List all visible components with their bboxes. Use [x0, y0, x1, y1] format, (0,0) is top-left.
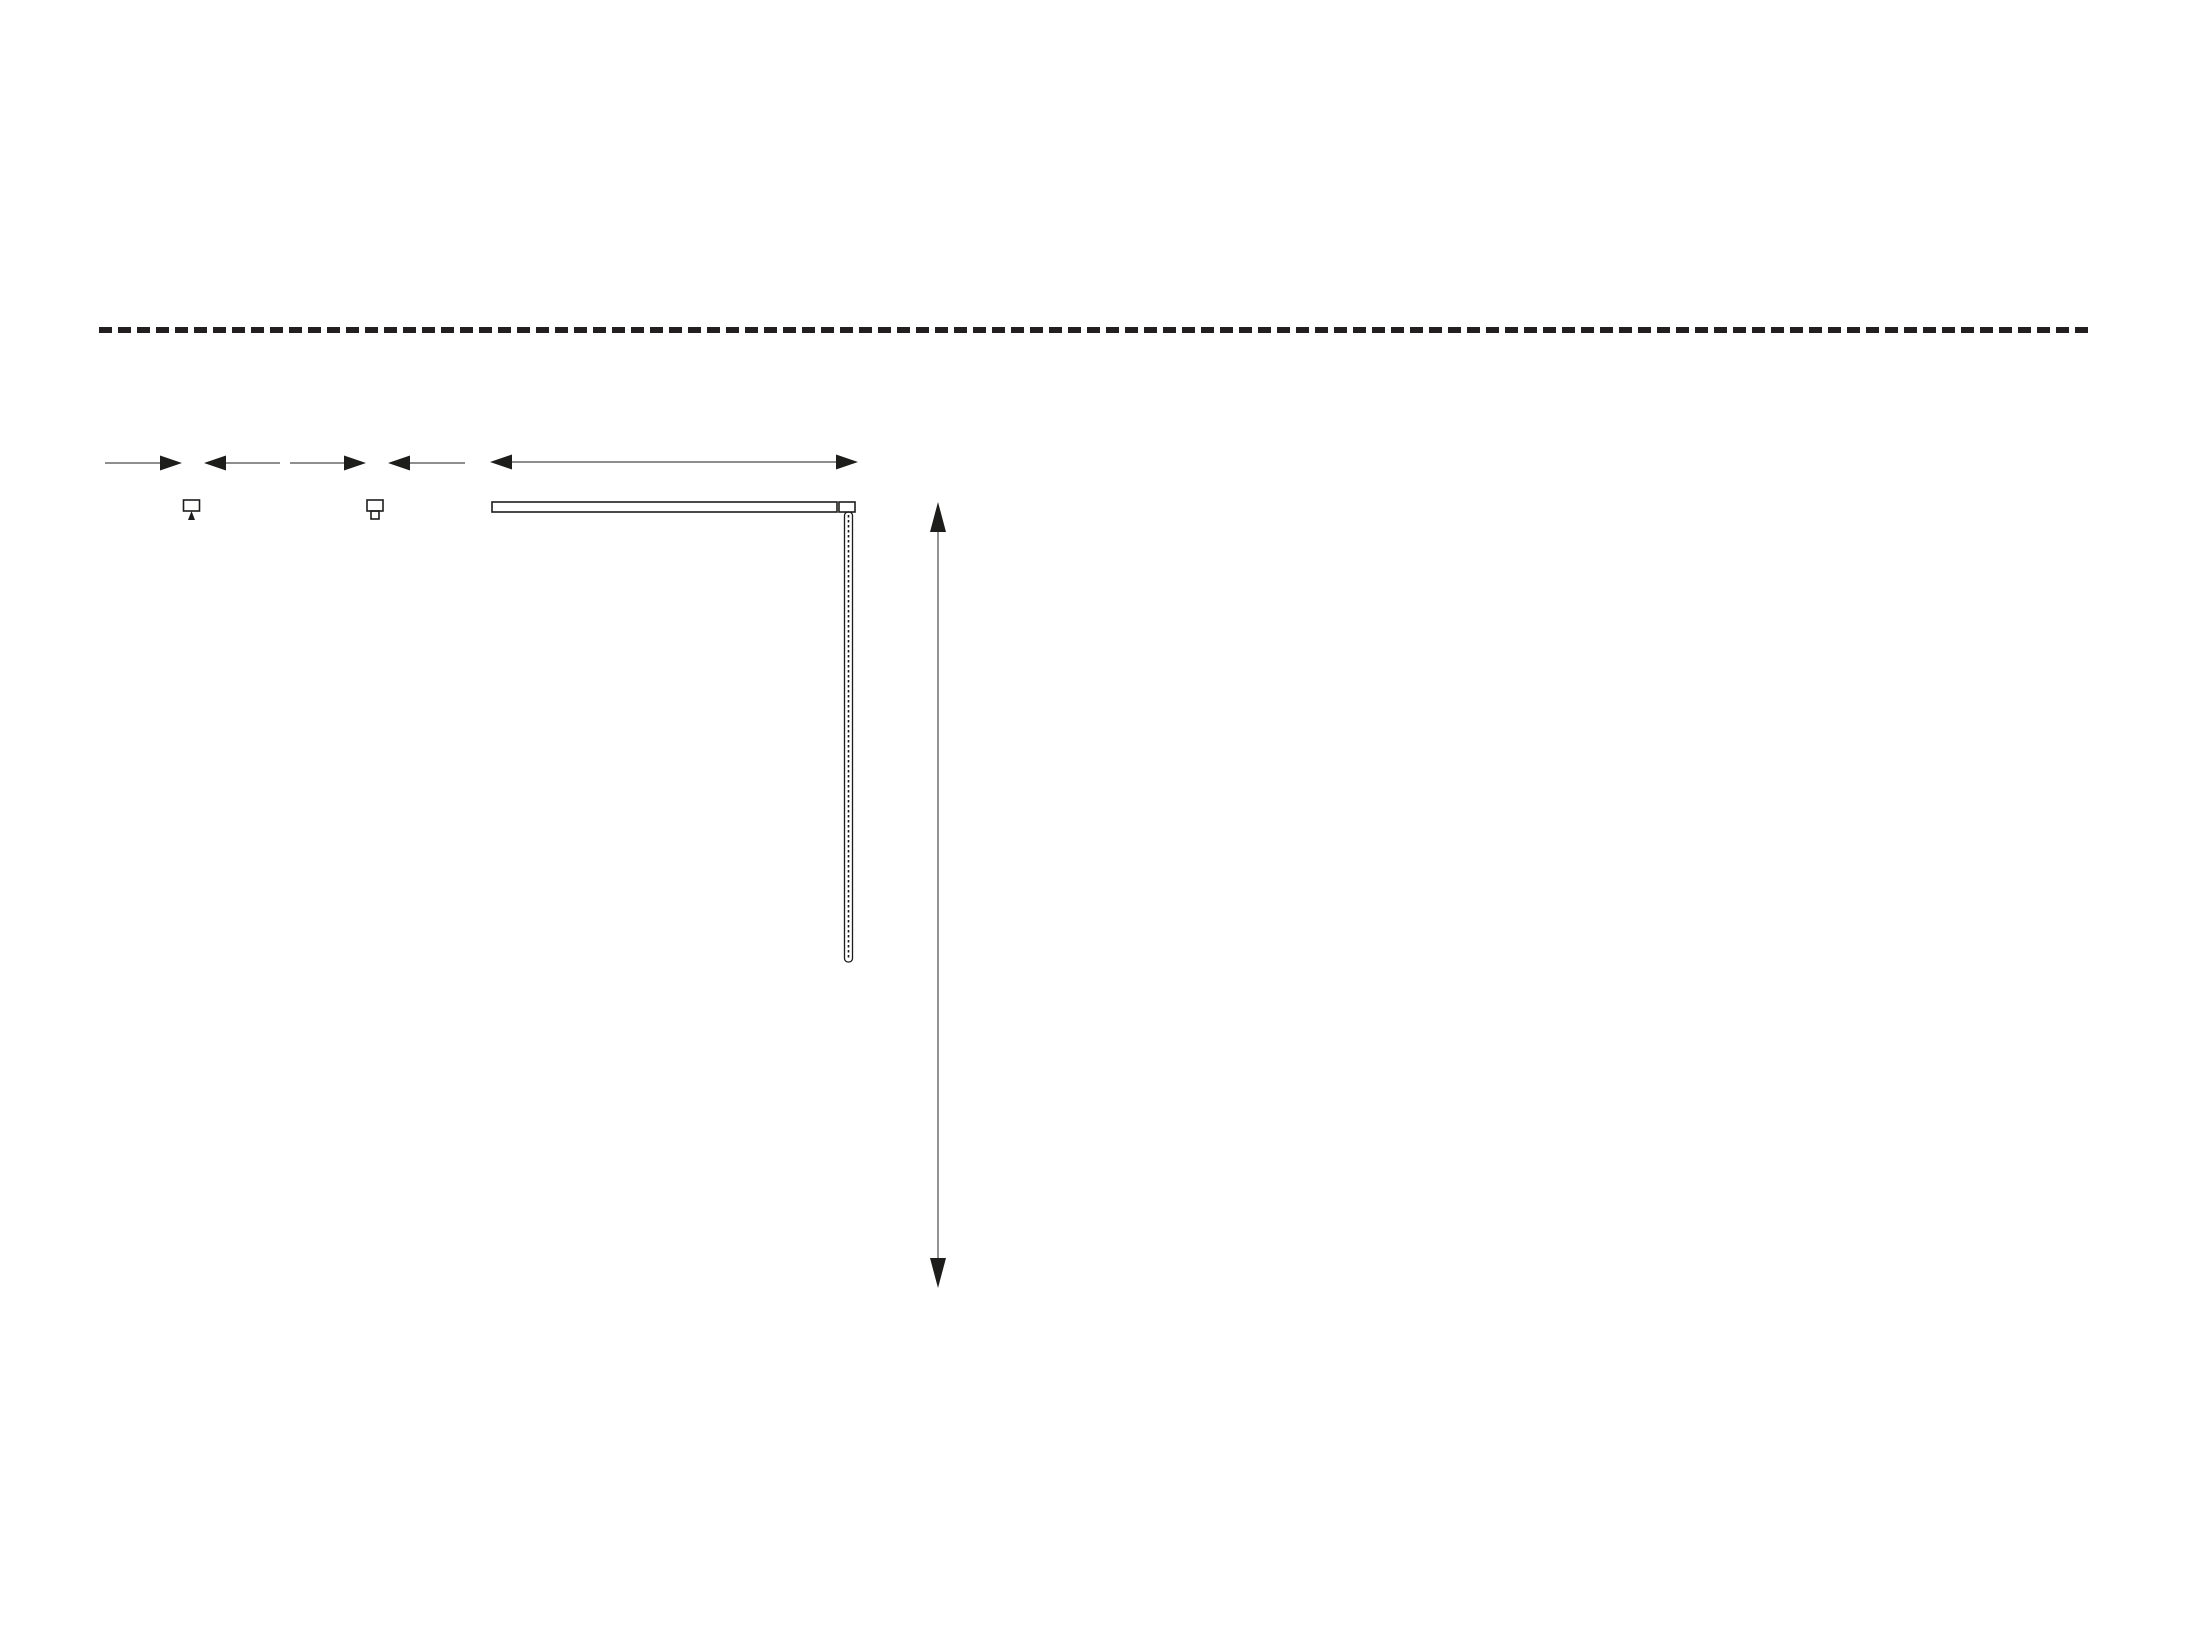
wc-dimension: [105, 456, 280, 471]
rail-end-cap: [839, 502, 855, 512]
arrowhead-left-icon: [204, 456, 226, 471]
arrowhead-right-icon: [344, 456, 366, 471]
arrowhead-right-icon: [160, 456, 182, 471]
closed-slats-drawing: [184, 500, 200, 520]
l-dimension: [490, 455, 858, 470]
curtain-rail: [492, 502, 837, 512]
arrowhead-down-icon: [930, 1258, 946, 1288]
h-dimension: [930, 502, 946, 1288]
arrowhead-left-icon: [388, 456, 410, 471]
mount-bracket: [367, 500, 383, 511]
arrowhead-up-icon: [930, 502, 946, 532]
slat-top-tip: [188, 511, 195, 520]
mount-bracket: [184, 500, 200, 511]
arrowhead-right-icon: [836, 455, 858, 470]
chain-connector: [371, 511, 379, 519]
pull-wand: [845, 512, 853, 962]
dashed-divider: [99, 327, 2089, 333]
arrowhead-left-icon: [490, 455, 512, 470]
technical-drawing: [80, 410, 980, 1310]
wo-dimension: [290, 456, 465, 471]
open-slats-drawing: [367, 500, 383, 519]
